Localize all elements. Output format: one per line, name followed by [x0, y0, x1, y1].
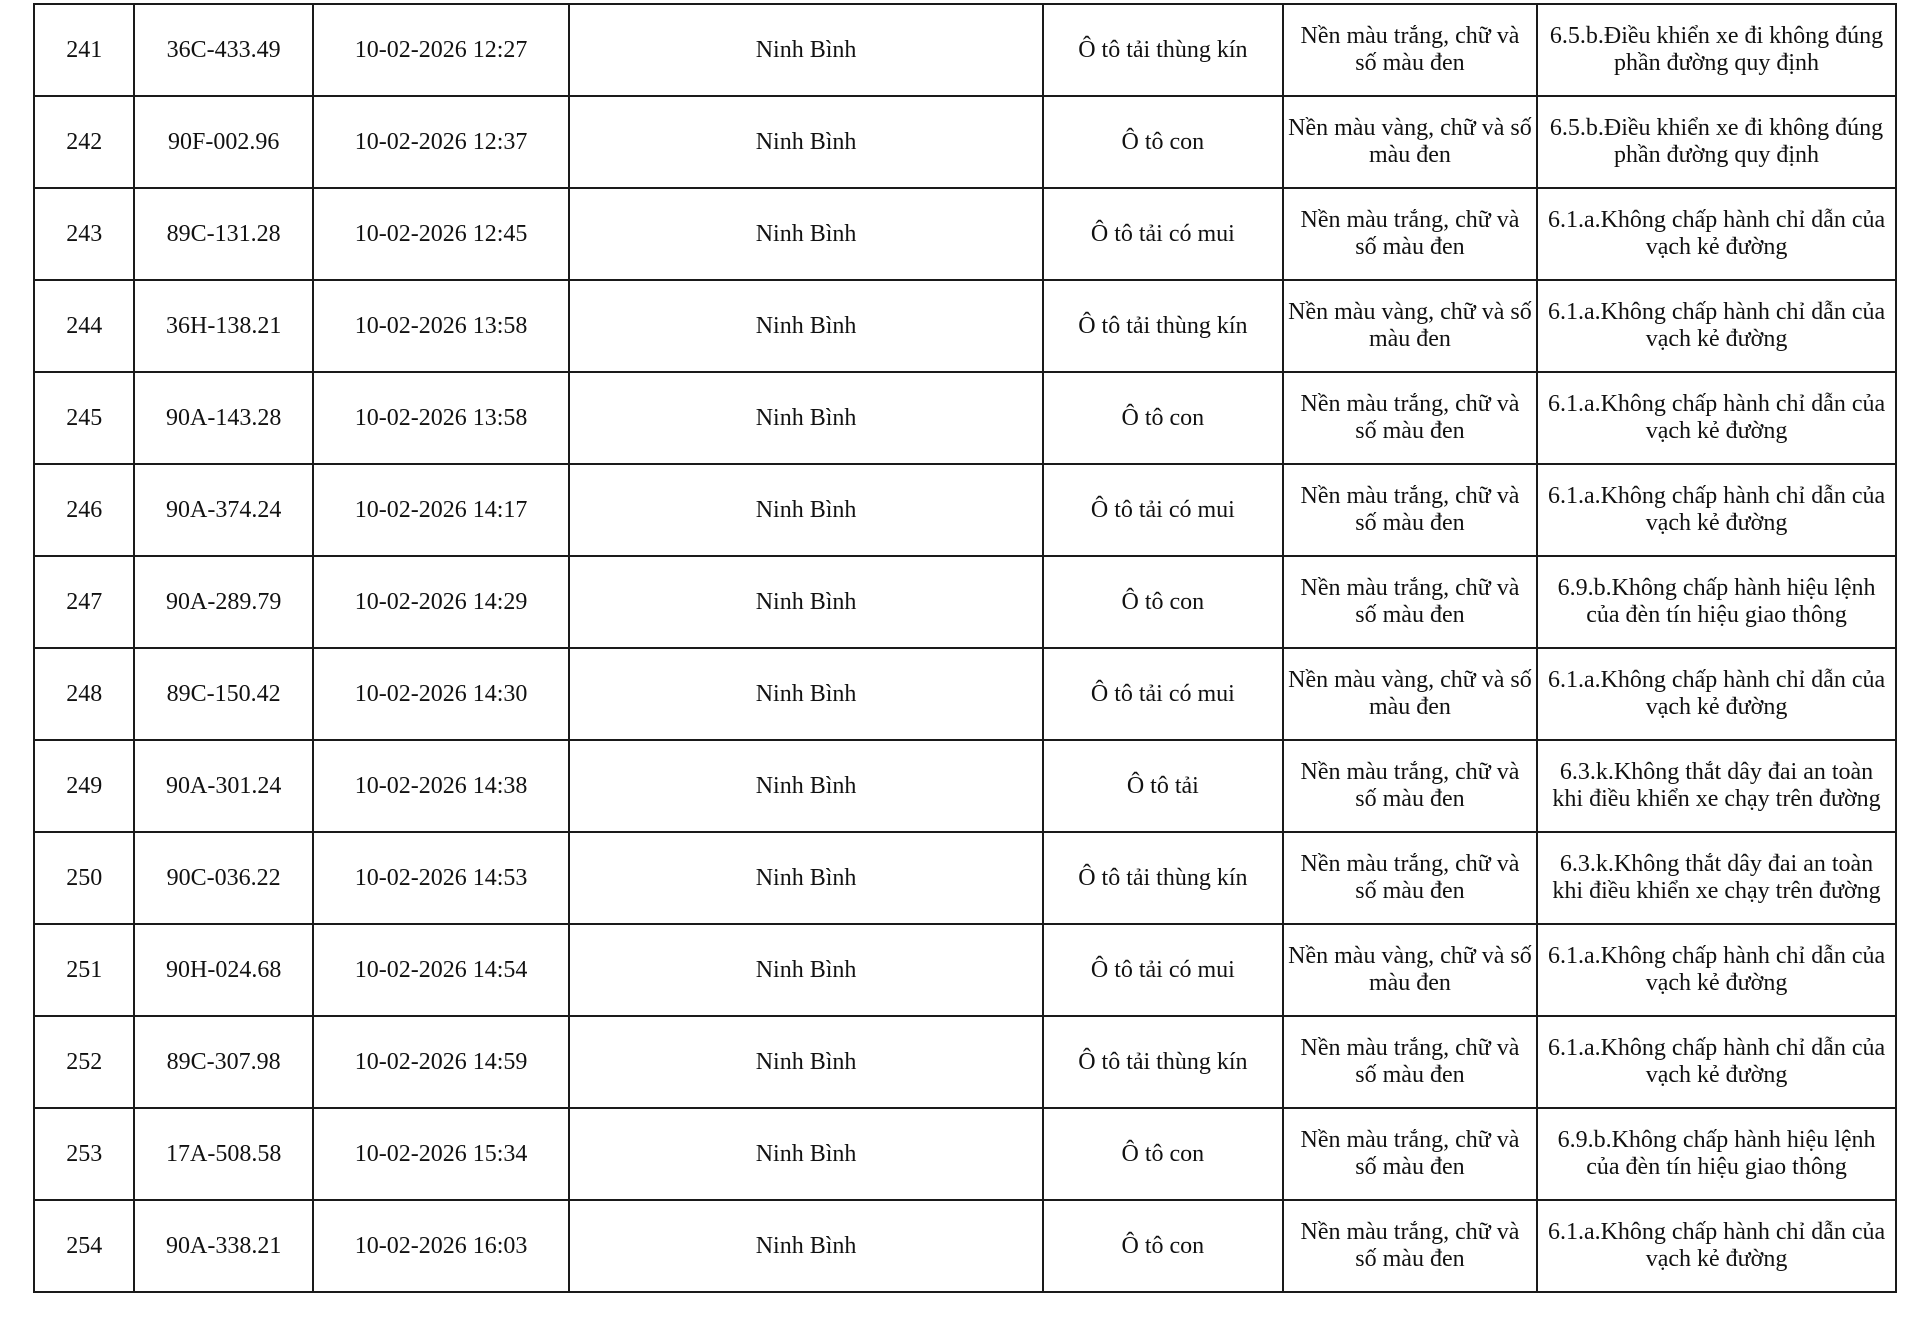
cell-violation-time: 10-02-2026 15:34 — [313, 1108, 569, 1200]
cell-violation-time: 10-02-2026 14:29 — [313, 556, 569, 648]
cell-vehicle-type: Ô tô tải có mui — [1043, 924, 1283, 1016]
cell-stt: 249 — [34, 740, 134, 832]
cell-violation: 6.1.a.Không chấp hành chỉ dẫn của vạch kẻ đường — [1537, 188, 1896, 280]
cell-vehicle-type: Ô tô con — [1043, 1200, 1283, 1292]
cell-violation-time: 10-02-2026 12:37 — [313, 96, 569, 188]
cell-violation: 6.1.a.Không chấp hành chỉ dẫn của vạch kẻ đường — [1537, 464, 1896, 556]
table-row — [34, 832, 1896, 924]
cell-stt: 244 — [34, 280, 134, 372]
cell-location: Ninh Bình — [569, 1016, 1043, 1108]
cell-plate-color: Nền màu trắng, chữ và số màu đen — [1283, 372, 1537, 464]
cell-location: Ninh Bình — [569, 924, 1043, 1016]
cell-stt: 251 — [34, 924, 134, 1016]
violations-table — [33, 3, 1897, 1293]
table-row — [34, 4, 1896, 96]
cell-vehicle-type: Ô tô con — [1043, 1108, 1283, 1200]
table-row — [34, 280, 1896, 372]
table-row — [34, 464, 1896, 556]
cell-plate-color: Nền màu trắng, chữ và số màu đen — [1283, 1016, 1537, 1108]
table-row — [34, 924, 1896, 1016]
cell-violation-time: 10-02-2026 14:38 — [313, 740, 569, 832]
cell-violation: 6.5.b.Điều khiển xe đi không đúng phần đường quy định — [1537, 4, 1896, 96]
cell-vehicle-type: Ô tô tải thùng kín — [1043, 280, 1283, 372]
cell-stt: 243 — [34, 188, 134, 280]
cell-location: Ninh Bình — [569, 464, 1043, 556]
cell-vehicle-type: Ô tô tải có mui — [1043, 188, 1283, 280]
cell-violation-time: 10-02-2026 14:54 — [313, 924, 569, 1016]
cell-stt: 252 — [34, 1016, 134, 1108]
cell-plate-color: Nền màu vàng, chữ và số màu đen — [1283, 96, 1537, 188]
table-row — [34, 96, 1896, 188]
cell-stt: 241 — [34, 4, 134, 96]
cell-violation: 6.1.a.Không chấp hành chỉ dẫn của vạch kẻ đường — [1537, 648, 1896, 740]
cell-plate-color: Nền màu trắng, chữ và số màu đen — [1283, 1108, 1537, 1200]
cell-location: Ninh Bình — [569, 188, 1043, 280]
cell-vehicle-type: Ô tô tải có mui — [1043, 464, 1283, 556]
cell-violation-time: 10-02-2026 12:27 — [313, 4, 569, 96]
cell-vehicle-type: Ô tô con — [1043, 556, 1283, 648]
cell-plate-color: Nền màu vàng, chữ và số màu đen — [1283, 648, 1537, 740]
cell-violation-time: 10-02-2026 14:30 — [313, 648, 569, 740]
table-row — [34, 372, 1896, 464]
cell-location: Ninh Bình — [569, 372, 1043, 464]
cell-violation-time: 10-02-2026 13:58 — [313, 280, 569, 372]
cell-violation: 6.3.k.Không thắt dây đai an toàn khi điều khiển xe chạy trên đường — [1537, 832, 1896, 924]
cell-license-plate: 36C-433.49 — [134, 4, 312, 96]
cell-license-plate: 90C-036.22 — [134, 832, 312, 924]
cell-license-plate: 89C-131.28 — [134, 188, 312, 280]
table-row — [34, 1200, 1896, 1292]
cell-vehicle-type: Ô tô tải — [1043, 740, 1283, 832]
cell-location: Ninh Bình — [569, 280, 1043, 372]
cell-plate-color: Nền màu vàng, chữ và số màu đen — [1283, 924, 1537, 1016]
cell-license-plate: 90A-143.28 — [134, 372, 312, 464]
cell-vehicle-type: Ô tô tải thùng kín — [1043, 1016, 1283, 1108]
cell-license-plate: 89C-150.42 — [134, 648, 312, 740]
cell-stt: 246 — [34, 464, 134, 556]
cell-violation: 6.3.k.Không thắt dây đai an toàn khi điều khiển xe chạy trên đường — [1537, 740, 1896, 832]
cell-location: Ninh Bình — [569, 4, 1043, 96]
cell-vehicle-type: Ô tô con — [1043, 96, 1283, 188]
cell-license-plate: 90A-301.24 — [134, 740, 312, 832]
cell-stt: 242 — [34, 96, 134, 188]
table-body — [34, 4, 1896, 1292]
cell-license-plate: 90A-289.79 — [134, 556, 312, 648]
cell-stt: 254 — [34, 1200, 134, 1292]
cell-stt: 247 — [34, 556, 134, 648]
table-row — [34, 648, 1896, 740]
table-row — [34, 1108, 1896, 1200]
cell-stt: 245 — [34, 372, 134, 464]
cell-license-plate: 90A-338.21 — [134, 1200, 312, 1292]
cell-location: Ninh Bình — [569, 740, 1043, 832]
cell-violation: 6.1.a.Không chấp hành chỉ dẫn của vạch kẻ đường — [1537, 1200, 1896, 1292]
cell-license-plate: 90F-002.96 — [134, 96, 312, 188]
cell-violation: 6.1.a.Không chấp hành chỉ dẫn của vạch kẻ đường — [1537, 280, 1896, 372]
table-row — [34, 740, 1896, 832]
cell-plate-color: Nền màu trắng, chữ và số màu đen — [1283, 832, 1537, 924]
cell-location: Ninh Bình — [569, 648, 1043, 740]
cell-location: Ninh Bình — [569, 1108, 1043, 1200]
cell-license-plate: 90H-024.68 — [134, 924, 312, 1016]
cell-stt: 253 — [34, 1108, 134, 1200]
cell-plate-color: Nền màu trắng, chữ và số màu đen — [1283, 4, 1537, 96]
cell-location: Ninh Bình — [569, 832, 1043, 924]
cell-violation: 6.5.b.Điều khiển xe đi không đúng phần đường quy định — [1537, 96, 1896, 188]
cell-violation-time: 10-02-2026 14:59 — [313, 1016, 569, 1108]
cell-plate-color: Nền màu trắng, chữ và số màu đen — [1283, 556, 1537, 648]
cell-vehicle-type: Ô tô tải thùng kín — [1043, 4, 1283, 96]
cell-license-plate: 89C-307.98 — [134, 1016, 312, 1108]
cell-vehicle-type: Ô tô con — [1043, 372, 1283, 464]
cell-license-plate: 36H-138.21 — [134, 280, 312, 372]
cell-stt: 250 — [34, 832, 134, 924]
table-row — [34, 1016, 1896, 1108]
cell-violation: 6.9.b.Không chấp hành hiệu lệnh của đèn tín hiệu giao thông — [1537, 1108, 1896, 1200]
cell-violation-time: 10-02-2026 16:03 — [313, 1200, 569, 1292]
cell-plate-color: Nền màu vàng, chữ và số màu đen — [1283, 280, 1537, 372]
cell-plate-color: Nền màu trắng, chữ và số màu đen — [1283, 1200, 1537, 1292]
cell-violation: 6.1.a.Không chấp hành chỉ dẫn của vạch kẻ đường — [1537, 372, 1896, 464]
cell-vehicle-type: Ô tô tải có mui — [1043, 648, 1283, 740]
cell-violation-time: 10-02-2026 14:17 — [313, 464, 569, 556]
cell-violation-time: 10-02-2026 14:53 — [313, 832, 569, 924]
cell-plate-color: Nền màu trắng, chữ và số màu đen — [1283, 188, 1537, 280]
cell-violation: 6.1.a.Không chấp hành chỉ dẫn của vạch kẻ đường — [1537, 924, 1896, 1016]
cell-plate-color: Nền màu trắng, chữ và số màu đen — [1283, 464, 1537, 556]
cell-location: Ninh Bình — [569, 96, 1043, 188]
cell-violation-time: 10-02-2026 12:45 — [313, 188, 569, 280]
cell-license-plate: 90A-374.24 — [134, 464, 312, 556]
table-row — [34, 556, 1896, 648]
cell-vehicle-type: Ô tô tải thùng kín — [1043, 832, 1283, 924]
cell-location: Ninh Bình — [569, 1200, 1043, 1292]
cell-stt: 248 — [34, 648, 134, 740]
cell-violation: 6.1.a.Không chấp hành chỉ dẫn của vạch kẻ đường — [1537, 1016, 1896, 1108]
table-row — [34, 188, 1896, 280]
cell-violation-time: 10-02-2026 13:58 — [313, 372, 569, 464]
cell-plate-color: Nền màu trắng, chữ và số màu đen — [1283, 740, 1537, 832]
cell-license-plate: 17A-508.58 — [134, 1108, 312, 1200]
cell-location: Ninh Bình — [569, 556, 1043, 648]
cell-violation: 6.9.b.Không chấp hành hiệu lệnh của đèn tín hiệu giao thông — [1537, 556, 1896, 648]
